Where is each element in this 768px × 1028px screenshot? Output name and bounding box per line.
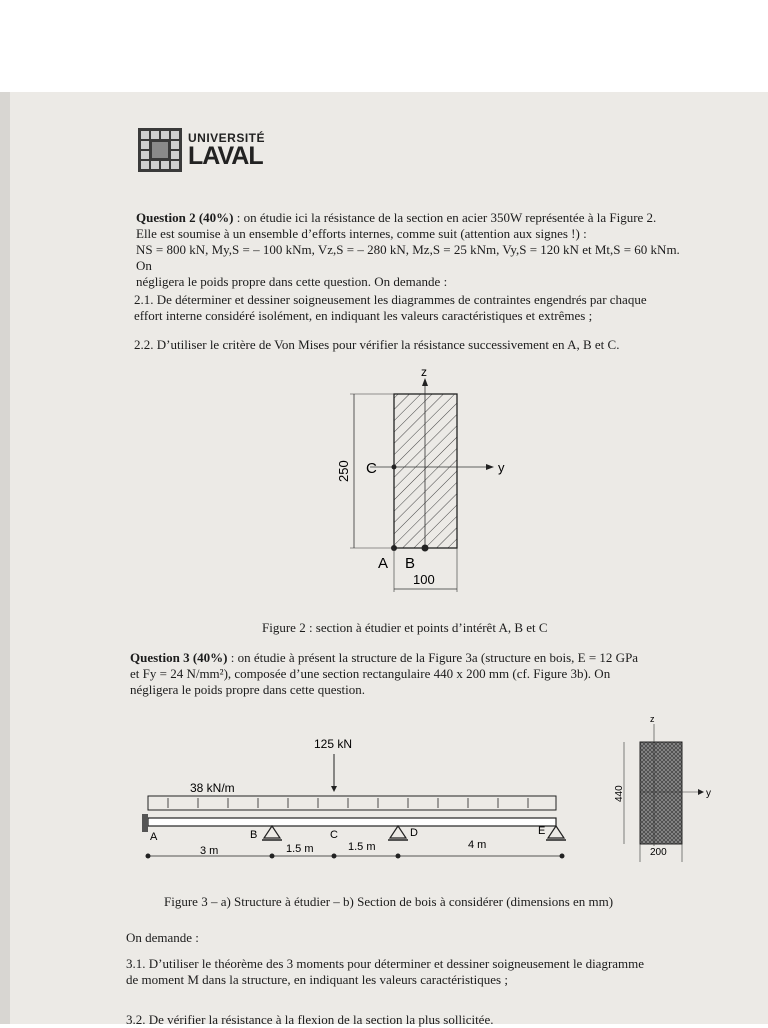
q3-item-1 [126,956,736,988]
q2-line4: négligera le poids propre dans cette question. On demande : [136,274,448,289]
q3-line2: et Fy = 24 N/mm²), composée d’une section rectangulaire 440 x 200 mm (cf. Figure 3b). On [130,666,611,681]
point-b [422,545,429,552]
q2-item-2: 2.2. D’utiliser le critère de Von Mises pour vérifier la résistance successivement en A, B et C. [134,337,620,352]
section-z-label: z [650,714,655,724]
q2-line2: Elle est soumise à un ensemble d’efforts internes, comme suit (attention aux signes !) : [136,226,587,241]
distributed-load-arrows [168,798,528,808]
q2-item-1 [134,292,694,324]
point-a-label: A [378,555,389,572]
beam [148,818,556,826]
pin-support-b-icon [264,826,280,838]
q3-item-2: 3.2. De vérifier la résistance à la flexion de la section la plus sollicitée. [126,1012,494,1027]
y-axis-label: y [498,460,505,475]
point-c [392,465,397,470]
span-1-label: 3 m [200,845,219,857]
q3-line1: : on étudie à présent la structure de la Figure 3a (structure en bois, E = 12 GPa [227,650,639,665]
question-3-title: Question 3 (40%) [130,650,228,665]
demand-label: On demande : [126,930,199,945]
point-load-arrow-icon [331,786,337,792]
q3-line3: négligera le poids propre dans cette question. [130,682,366,697]
laval-shield-icon [138,128,182,172]
paper-edge [0,92,10,1024]
section-height-label: 440 [614,785,625,802]
point-c-label-3a: C [330,829,338,841]
figure-2-caption: Figure 2 : section à étudier et points d’intérêt A, B et C [262,620,548,635]
distributed-load-box [148,796,556,810]
question-3-text [130,650,710,698]
section-y-arrow-icon [698,789,704,795]
support-e-label: E [538,825,546,837]
dist-load-label: 38 kN/m [190,781,235,795]
q3-item1b: de moment M dans la structure, en indiquant les valeurs caractéristiques ; [126,972,508,987]
figure-3a-beam [138,732,578,872]
pin-support-d-icon [390,826,406,838]
z-arrow-icon [422,378,428,386]
span-4-label: 4 m [468,839,487,851]
width-dim-label: 100 [413,572,435,587]
y-arrow-icon [486,464,494,470]
section-y-label: y [706,788,711,799]
point-b-label: B [405,555,416,572]
figure-2-section [330,360,510,595]
support-a-label: A [150,831,158,843]
q2-line1: : on étudie ici la résistance de la section en acier 350W représentée à la Figure 2. [233,210,657,225]
pin-support-e-icon [548,826,564,838]
q2-item1a: 2.1. De déterminer et dessiner soigneusement les diagrammes de contraintes engendrés par chaque [134,292,647,307]
support-d-label: D [410,827,418,839]
figure-3-caption: Figure 3 – a) Structure à étudier – b) Section de bois à considérer (dimensions en mm) [164,894,614,909]
logo-university: UNIVERSITÉ [188,130,266,145]
section-width-label: 200 [650,847,667,858]
q2-line3: NS = 800 kN, My,S = – 100 kNm, Vz,S = – 280 kN, Mz,S = 25 kNm, Vy,S = 120 kN et Mt,S = 60 kNm. On [136,242,680,273]
point-c-label: C [366,460,377,477]
support-b-label: B [250,829,258,841]
span-2-label: 1.5 m [286,843,314,855]
question-2-title: Question 2 (40%) [136,210,234,225]
q3-item1a: 3.1. D’utiliser le théorème des 3 moments pour déterminer et dessiner soigneusement le diagramme [126,956,645,971]
question-2-text [136,210,696,290]
fixed-support-a-icon [142,814,148,832]
q2-item1b: effort interne considéré isolément, en indiquant les valeurs caractéristiques et extrêmes ; [134,308,593,323]
university-logo [138,128,265,172]
point-load-label: 125 kN [314,737,353,751]
span-3-label: 1.5 m [348,841,376,853]
wood-section [640,742,682,844]
figure-3b-section [608,712,718,867]
height-dim-label: 250 [336,460,351,482]
z-axis-label: z [421,365,427,379]
logo-laval: LAVAL [188,141,263,170]
steel-section [394,394,457,548]
